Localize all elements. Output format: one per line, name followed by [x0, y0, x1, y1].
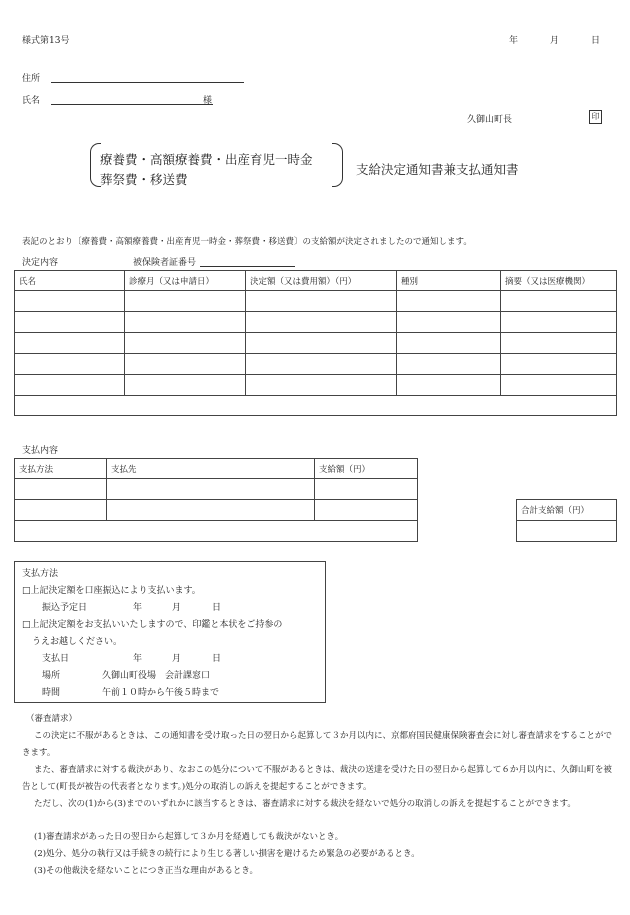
- col-header: 支給額（円）: [315, 459, 418, 479]
- date-year: 年: [509, 36, 519, 46]
- time-value: 午前１０時から午後５時まで: [102, 688, 220, 698]
- appeal-item-1: (1)審査請求があった日の翌日から起算して３か月を経過しても裁決がないとき。: [34, 832, 344, 842]
- transfer-month: 月: [172, 603, 182, 613]
- table-row: [15, 375, 617, 396]
- col-header: 氏名: [15, 271, 125, 291]
- address-label: 住所: [22, 74, 41, 84]
- right-bracket: [332, 143, 343, 187]
- appeal-heading: （審査請求）: [26, 714, 78, 724]
- intro-text: 表記のとおり〔療養費・高額療養費・出産育児一時金・葬祭費・移送費〕の支給額が決定されましたので通知します。: [22, 237, 472, 247]
- total-label: 合計支給額（円）: [517, 500, 617, 521]
- payment-label: 支払内容: [22, 446, 59, 456]
- table-row: [15, 521, 418, 542]
- date-month: 月: [550, 36, 560, 46]
- col-header: 摘要（又は医療機関）: [501, 271, 617, 291]
- total-table: [516, 499, 617, 542]
- table-row: [15, 312, 617, 333]
- col-header: 種別: [397, 271, 501, 291]
- method-option-counter-cont: うえお越しください。: [32, 637, 123, 647]
- total-value-cell[interactable]: [517, 521, 617, 542]
- table-row: [15, 291, 617, 312]
- issuer: 久御山町長: [467, 115, 513, 125]
- method-option-counter[interactable]: □上記決定額をお支払いいたしますので、印鑑と本状をご持参の: [22, 620, 283, 630]
- insured-number-label: 被保険者証番号: [133, 258, 197, 268]
- table-row: [15, 354, 617, 375]
- transfer-date-label: 振込予定日: [42, 603, 88, 613]
- table-row: [15, 396, 617, 416]
- method-option-transfer[interactable]: □上記決定額を口座振込により支払います。: [22, 586, 201, 596]
- pay-day: 日: [212, 654, 222, 664]
- table-header-row: [15, 271, 617, 291]
- col-header: 支払方法: [15, 459, 107, 479]
- col-header: 診療月（又は申請日）: [125, 271, 246, 291]
- name-label: 氏名: [22, 96, 41, 106]
- col-header: 支払先: [107, 459, 315, 479]
- seal-stamp: 印: [589, 110, 602, 124]
- transfer-year: 年: [133, 603, 143, 613]
- form-number: 様式第13号: [22, 36, 70, 46]
- date-day: 日: [591, 36, 601, 46]
- transfer-day: 日: [212, 603, 222, 613]
- appeal-paragraph-2: また、審査請求に対する裁決があり、なおこの処分について不服があるときは、裁決の送達を受けた日の翌日から起算して６か月以内に、久御山町を被告として(町長が被告の代表者となります。)処分の取消しの訴えを提起することができます。: [22, 765, 612, 792]
- appeal-item-2: (2)処分、処分の執行又は手続きの続行により生じる著しい損害を避けるため緊急の必要があるとき。: [34, 849, 420, 859]
- address-line[interactable]: [51, 82, 244, 83]
- table-row: [15, 500, 418, 521]
- insured-number-line[interactable]: [200, 266, 295, 267]
- method-title: 支払方法: [22, 569, 59, 579]
- pay-date-label: 支払日: [42, 654, 70, 664]
- place-value: 久御山町役場 会計課窓口: [102, 671, 211, 681]
- col-header: 決定額（又は費用額）（円）: [246, 271, 397, 291]
- appeal-paragraph-1: この決定に不服があるときは、この通知書を受け取った日の翌日から起算して３か月以内に、京都府国民健康保険審査会に対し審査請求をすることができます。: [22, 731, 613, 758]
- pay-month: 月: [172, 654, 182, 664]
- place-label: 場所: [42, 671, 61, 681]
- table-row: [15, 479, 418, 500]
- decision-label: 決定内容: [22, 258, 59, 268]
- pay-year: 年: [133, 654, 143, 664]
- decision-table: [14, 270, 617, 416]
- table-row: [15, 333, 617, 354]
- name-line[interactable]: [51, 104, 213, 105]
- title-types-line2: 葬祭費・移送費: [100, 172, 188, 187]
- appeal-item-3: (3)その他裁決を経ないことにつき正当な理由があるとき。: [34, 866, 259, 876]
- table-header-row: [15, 459, 418, 479]
- time-label: 時間: [42, 688, 61, 698]
- appeal-paragraph-3: ただし、次の(1)から(3)までのいずれかに該当するときは、審査請求に対する裁決を経ないで処分の取消しの訴えを提起することができます。: [34, 799, 576, 809]
- title-types-line1: 療養費・高額療養費・出産育児一時金: [100, 152, 313, 167]
- title-main: 支給決定通知書兼支払通知書: [356, 162, 519, 177]
- payment-table: [14, 458, 418, 542]
- honorific: 様: [203, 96, 213, 106]
